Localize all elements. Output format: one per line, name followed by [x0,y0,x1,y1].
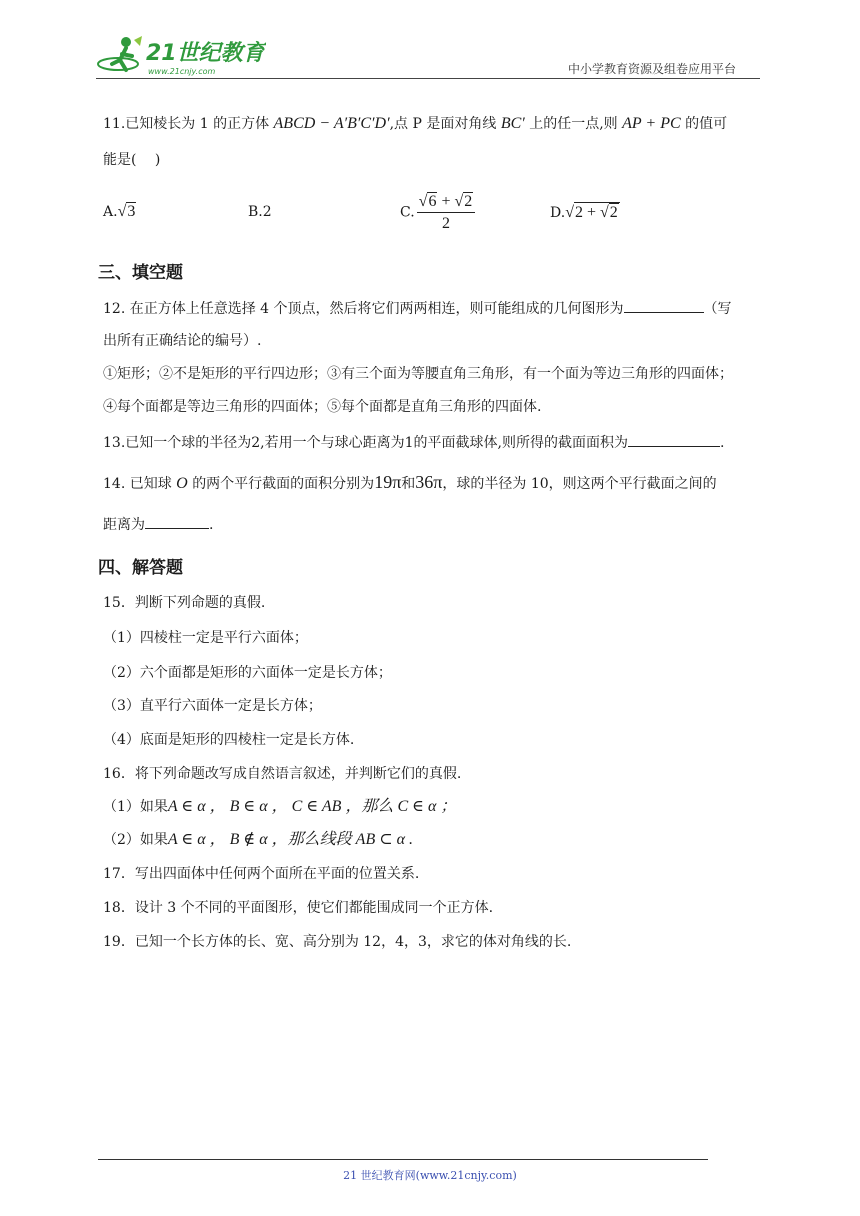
question-15-item-1: （1）四棱柱一定是平行六面体； [103,630,308,646]
q11-diag-math: BC′ [500,115,525,132]
option-a-label: A. [103,204,118,220]
option-c-den: 2 [441,215,450,232]
question-18: 18．设计 3 个不同的平面图形，使它们都能围成同一个正方体. [103,900,494,916]
q14-p2: 的两个平行截面的面积分别为 [192,476,375,492]
q11-mid: ,点 P 是面对角线 [389,116,497,132]
question-12-line1 [103,298,732,319]
section-3-heading: 三、填空题 [98,263,183,283]
q14-and: 和 [401,476,416,492]
question-15-title: 15．判断下列命题的真假. [103,595,266,611]
q14-o: O [176,475,188,492]
footer-divider [98,1159,708,1160]
question-12-line3: ①矩形；②不是矩形的平行四边形；③有三个面为等腰直角三角形，有一个面为等边三角形的四面体； [103,366,733,382]
logo-url: www.21cnjy.com [148,67,216,76]
question-19: 19．已知一个长方体的长、宽、高分别为 12，4，3，求它的体对角线的长. [103,934,572,950]
question-12-line2: 出所有正确结论的编号）. [103,333,262,349]
q11-tail: 的值可 [685,116,728,132]
q13-tail: . [719,435,725,451]
q14-line2-text: 距离为 [103,517,145,533]
option-a-radicand: 3 [127,203,136,220]
q14-v1: 19π [374,472,402,492]
question-17: 17．写出四面体中任何两个面所在平面的位置关系. [103,866,420,882]
q16-l1-math: A ∈ α ， B ∈ α ， C ∈ AB ，那么 C ∈ α ； [167,798,457,815]
q13-text: 13.已知一个球的半径为2,若用一个与球心距离为1的平面截球体,则所得的截面面积为 [103,435,628,451]
option-c-plus: + [437,193,455,210]
question-15-item-2: （2）六个面都是矩形的六面体一定是长方体； [103,665,392,681]
option-d-inner-1: 2 + [574,204,600,221]
question-11-line1 [103,114,727,134]
q14-p3: ，球的半径为 10，则这两个平行截面之间的 [442,476,717,492]
question-16-title: 16．将下列命题改写成自然语言叙述，并判断它们的真假. [103,766,462,782]
q16-l2-prefix: （2）如果 [103,832,168,848]
q12-line1-tail: （写 [703,301,732,317]
question-15-item-4: （4）底面是矩形的四棱柱一定是长方体. [103,732,355,748]
q16-l1-prefix: （1）如果 [103,799,168,815]
section-4-heading: 四、解答题 [98,558,183,578]
question-14-line2 [103,514,213,535]
q14-tail: . [209,517,214,533]
option-c-num-2: 2 [464,193,473,210]
question-12-line4: ④每个面都是等边三角形的四面体；⑤每个面都是直角三角形的四面体. [103,399,542,415]
question-16-line1 [103,797,456,817]
question-14-line1 [103,472,717,494]
option-d: D.√2 + √2 [550,204,618,221]
option-c-fraction: $\frac{√6 + √2}{2}$ [417,192,476,233]
site-logo [96,34,266,78]
question-16-line2 [103,830,413,850]
question-13 [103,432,724,453]
option-c-label: C. [400,204,415,221]
option-d-label: D. [550,205,566,221]
q13-answer-blank [628,432,720,447]
q11-cube-math: ABCD − A′B′C′D′ [273,115,390,132]
q11-prefix: 11.已知棱长为 1 的正方体 [103,116,270,132]
option-b: B.2 [248,204,272,220]
option-c-num-1: 6 [428,193,437,210]
q11-expr-math: AP + PC [622,115,681,132]
footer-link[interactable]: 21 世纪教育网(www.21cnjy.com) [343,1169,517,1182]
q14-answer-blank [145,514,209,529]
option-a: A.√3 [103,203,136,220]
option-d-inner-2: 2 [609,204,618,221]
q14-v2: 36π [415,472,443,492]
q14-p1: 14. 已知球 [103,476,172,492]
q12-answer-blank [624,298,704,313]
question-11-line2: 能是( ) [103,152,161,168]
question-15-item-3: （3）直平行六面体一定是长方体； [103,698,322,714]
logo-text: 21世纪教育 [146,41,265,66]
q11-mid2: 上的任一点,则 [529,116,618,132]
q16-l2-math: A ∈ α ， B ∉ α ，那么线段 AB ⊂ α . [167,831,414,848]
option-c [400,192,477,233]
q12-line1-text: 12. 在正方体上任意选择 4 个顶点，然后将它们两两相连，则可能组成的几何图形为 [103,301,624,317]
header-platform-text: 中小学教育资源及组卷应用平台 [568,62,737,76]
header-divider [96,78,760,79]
